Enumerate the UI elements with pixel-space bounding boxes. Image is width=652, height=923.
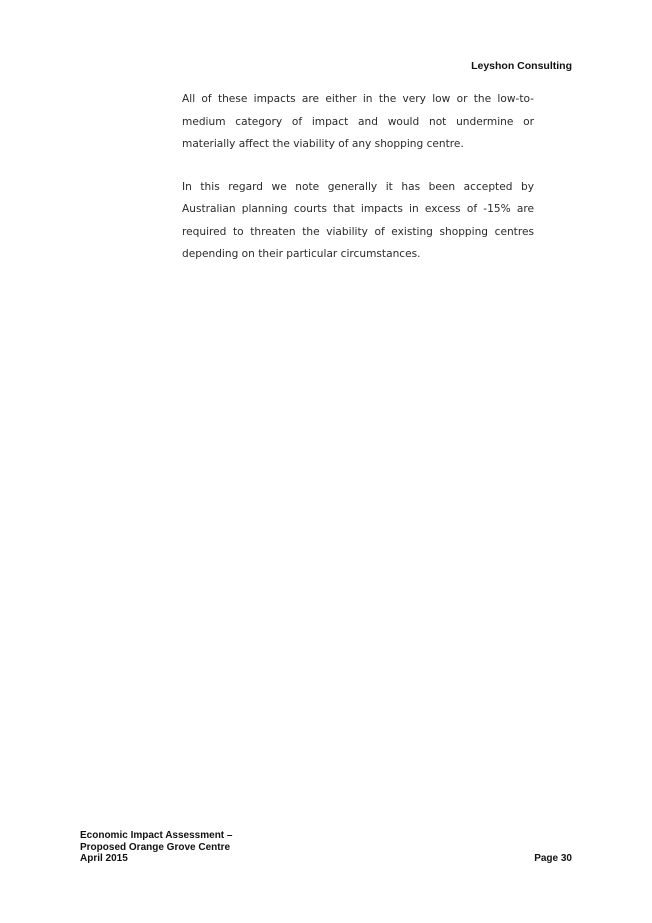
- body-paragraph-2: In this regard we note generally it has been accepted by Australian planning courts that impacts in excess of -15% are required to threaten the viability of existing shopping centres depending on their particular circumstances.: [182, 180, 534, 260]
- footer-report-title-line1: Economic Impact Assessment –: [80, 830, 233, 841]
- footer-date: April 2015: [80, 853, 128, 864]
- document-body: [182, 88, 534, 286]
- footer-report-info: [80, 830, 232, 865]
- footer-report-title-line2: Proposed Orange Grove Centre: [80, 841, 231, 853]
- header-organization: Leyshon Consulting: [471, 60, 572, 72]
- page-number: Page 30: [534, 853, 572, 864]
- body-paragraph-1: All of these impacts are either in the very low or the low-to-medium category of impact and would not undermine or materially affect the viability of any shopping centre.: [182, 93, 534, 150]
